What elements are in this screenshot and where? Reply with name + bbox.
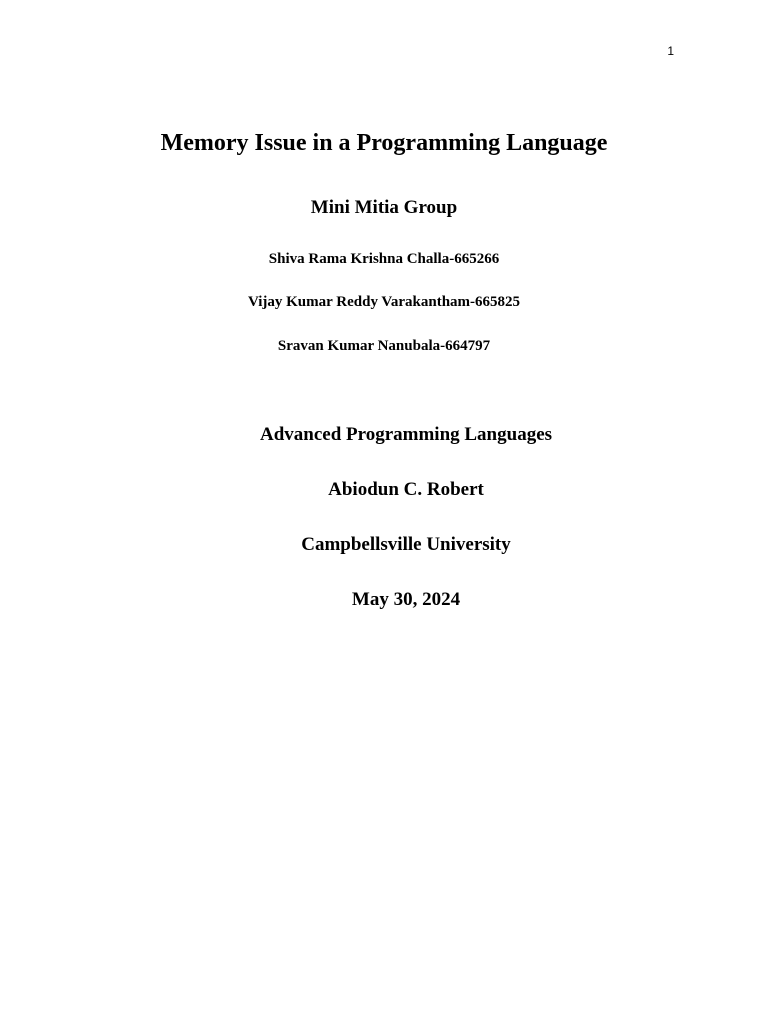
member-name: Sravan Kumar Nanubala-664797 [277,338,491,354]
group-name: Mini Mitia Group [310,197,458,218]
course-name: Advanced Programming Languages [259,424,553,445]
submission-date: May 30, 2024 [351,589,461,610]
page-number: 1 [667,44,674,58]
instructor-name: Abiodun C. Robert [328,479,484,500]
member-name: Vijay Kumar Reddy Varakantham-665825 [247,294,521,310]
university-name: Campbellsville University [301,534,511,555]
document-title: Memory Issue in a Programming Language [160,130,608,156]
member-name: Shiva Rama Krishna Challa-665266 [268,251,500,267]
